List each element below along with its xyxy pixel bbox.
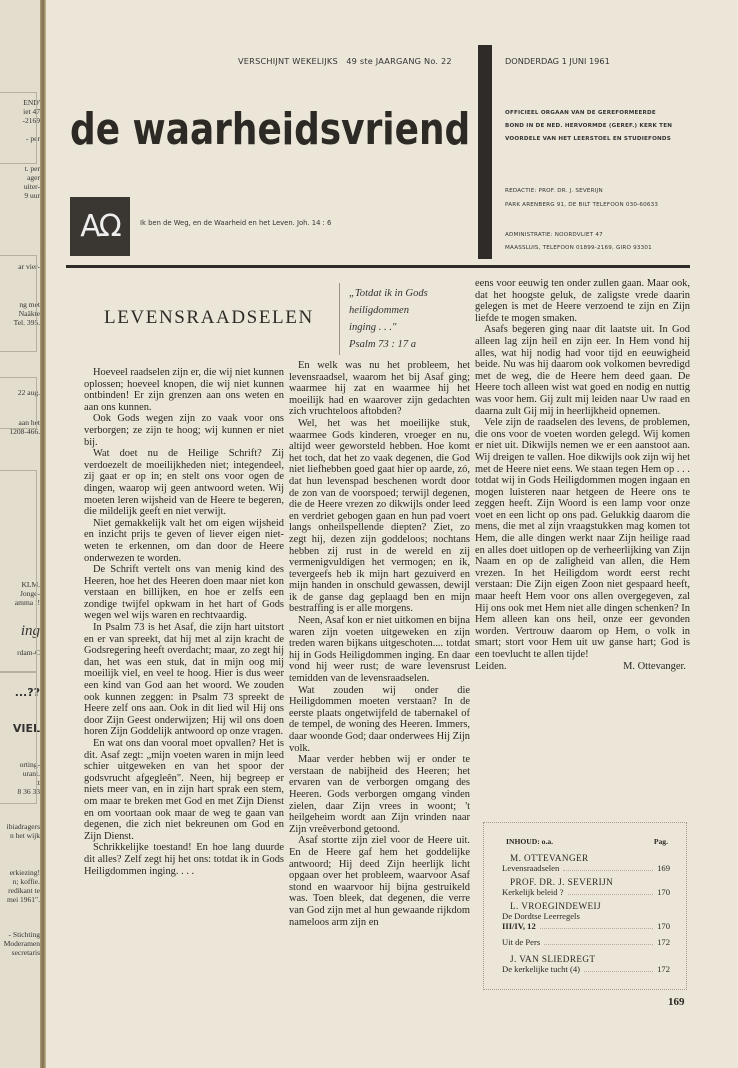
toc-page-heading: Pag.	[653, 837, 668, 846]
editor-line: PARK ARENBERG 91, DE BILT TELEFOON 030-60633	[505, 202, 659, 208]
signature-author: M. Ottevanger.	[623, 660, 686, 672]
epigraph-quote	[349, 285, 428, 353]
margin-fragment-line: ng met	[19, 300, 40, 309]
issue-line: VERSCHIJNT WEKELIJKS 49 ste JAARGANG No. 22	[238, 56, 452, 66]
toc-heading: INHOUD: o.a.	[506, 837, 554, 846]
margin-fragment-line: secretaris	[11, 948, 40, 957]
margin-fragment-line: ...??	[14, 686, 40, 699]
margin-fragment-line: - Stichting	[8, 930, 40, 939]
toc-title: Levensraadselen	[502, 863, 560, 873]
margin-fragment-line: 1208-466.	[9, 427, 40, 436]
toc-entry	[502, 901, 670, 931]
toc-title: De kerkelijke tucht (4)	[502, 964, 581, 974]
toc-page: 172	[657, 937, 670, 947]
quote-line: inging . . ."	[349, 322, 397, 333]
page-number: 169	[668, 996, 685, 1008]
motto: Ik ben de Weg, en de Waarheid en het Leven. Joh. 14 : 6	[140, 219, 332, 227]
admin-line: ADMINISTRATIE: NOORDVLIET 47	[505, 232, 603, 238]
toc-title: De Dordtse Leerregels	[502, 911, 580, 921]
article-paragraph: Wat doet nu de Heilige Schrift? Zij verdoezelt de moeilijkheden niet; integendeel, zij gaat er op in; en stelt ons voor ogen de dingen, waarop wij geen antwoord weten. Wij moeten leren wijsheid van de Heere te begeren, die mildelijk geeft en niet verwijt.	[84, 448, 284, 518]
toc-page: 170	[657, 887, 670, 897]
toc-page: 169	[657, 863, 670, 873]
margin-fragment-line: 8 36 33	[17, 787, 40, 796]
toc-author: J. VAN SLIEDREGT	[510, 954, 596, 964]
margin-fragment-line: n; koffie.	[12, 877, 40, 886]
article-paragraph: Vele zijn de raadselen des levens, de problemen, die ons voor de voeten worden gelegd. Wij komen er niet uit. Dikwijls nemen we er een aanstoot aan. Wij dreigen te vallen. Hoe dikwijls ook zijn wij het met de Heere niet eens. We staan tegen Hem op . . . totdat wij in Gods Heiligdommen mogen ingaan en mogen luisteren naar hetgeen de Heere ons te zeggen heeft. Zijn Woord is een lamp voor onze voet en een licht op ons pad. Gelukkig daarom die mens, die met al zijn vraagstukken mag komen tot Hem, die alle dingen werkt naar Zijn heilige raad en alles doet uitlopen op de verheerlijking van Zijn Naam en op de zaligheid van allen, die Hem vrezen. In het Heiligdom wordt eerst recht verstaan: Die Zijn eigen Zoon niet gespaard heeft, maar heeft Hem voor ons allen overgegeven, zal Hij ons ook met Hem niet alle dingen schenken? In Hem alleen kan ons heil, onze eer gevonden worden. Vertrouw daarom op Hem, o volk in smart; stort voor Hem uit uw ganse hart; God is een toevlucht te allen tijde!	[475, 417, 690, 660]
article-paragraph: Wel, het was het moeilijke stuk, waarmee Gods kinderen, vroeger en nu, altijd weer geworsteld hebben. Hoe komt het toch, dat het zo vaak degenen, die God niet liefhebben goed gaat hier op aarde, zó, dat hun levenspad beschenen wordt door de zon van de voorspoed; terwijl degenen, die de Heere vrezen zo dikwijls onder leed en verdriet gebogen gaan en hun pad voert langs onheilspellende diepten? Ziet, zo zegt hij, dezen zijn goddeloos; nochtans hebben zij rust in de wereld en zij vermenigvuldigen het vermogen; en ik, tevergeefs heb ik mijn hart gezuiverd en mijn handen in onschuld gewassen, dewijl ik de ganse dag geplaagd ben en mijn bestraffing is er alle morgens.	[289, 417, 470, 615]
toc-entry	[502, 877, 670, 897]
margin-fragment-line: rdam-C	[17, 648, 40, 657]
quote-divider	[339, 283, 340, 355]
toc-title: III/IV, 12	[502, 921, 536, 931]
toc-title: Uit de Pers	[502, 937, 541, 947]
toc-page: 170	[657, 921, 670, 931]
margin-fragment-line: KLM.	[21, 580, 40, 589]
margin-fragment-line: Jonge-	[20, 589, 40, 598]
margin-fragment-line: t. per	[24, 164, 40, 173]
article-paragraph: Wat zouden wij onder die Heiligdommen moeten verstaan? In de eerste plaats ongetwijfeld de tabernakel of de tempel, de woning des Heeren. Immers, daar woonde God; daar onderwees Hij Zijn volk.	[289, 684, 470, 754]
margin-fragment-line: redikant te	[8, 886, 40, 895]
toc-author: L. VROEGINDEWEIJ	[510, 901, 601, 911]
margin-fragment-line: - per	[26, 134, 40, 143]
margin-fragment-line: amma !!	[14, 598, 40, 607]
margin-fragment-line: mei 1961".	[6, 895, 40, 904]
article-paragraph: Asaf stortte zijn ziel voor de Heere uit. En de Heere gaf hem het goddelijke antwoord; Hij deed Zijn heerlijk licht opgaan over het probleem, waarvoor Asaf stond en waarvoor hij bijna gestruikeld was. Toen bleek, dat degenen, die verre van God zijn met al hun gewaande rijkdom nameloos arm zijn en	[289, 835, 470, 928]
masthead-title: de waarheidsvriend	[70, 104, 471, 155]
article-paragraph: Ook Gods wegen zijn zo vaak voor ons verborgen; ze zijn te hoog; wij kunnen er niet bij.	[84, 413, 284, 448]
margin-fragment-line: VIEL	[12, 722, 40, 735]
article-paragraph: En welk was nu het probleem, het levensraadsel, waarom het bij Asaf ging; waarmee hij zat en waarmee hij het moeilijk had en waarover zijn gedachten zich vruchteloos aftobden?	[289, 360, 470, 418]
margin-fragment-line: Moderamen	[3, 939, 40, 948]
quote-line: „Totdat ik in Gods	[349, 288, 428, 299]
quote-line: Psalm 73 : 17 a	[349, 339, 417, 350]
organ-line: BOND IN DE NED. HERVORMDE (GEREF.) KERK TEN	[505, 123, 673, 129]
margin-fragment-line: ager	[27, 173, 40, 182]
article-paragraph: En wat ons dan vooral moet opvallen? Het is dit. Asaf zegt: „mijn voeten waren in mijn leed schier uitgeweken en van het spoor der godsvrucht afgegleên". Neen, hij begreep er niets meer van, en in zijn hart sprak een stem, om maar te breken met God en met Zijn Dienst en om voortaan ook maar de weg te gaan van degenen, die zich niet bekreunen om God en Zijn Dienst.	[84, 738, 284, 842]
article-paragraph: Asafs begeren ging naar dit laatste uit. In God alleen lag zijn heil en zijn eer. In Hem vond hij alles, wat hij nodig had voor tijd en eeuwigheid beide. Nu was hij daarom ook volkomen bevredigd met de weg, die de Heere hem deed gaan. De Heere toch alleen wist wat goed en nodig en nuttig was voor hem. Gij zult mij leiden naar Uw raad en daarna zult Gij mij in heerlijkheid opnemen.	[475, 324, 690, 417]
organ-line: OFFICIEEL ORGAAN VAN DE GEREFORMEERDE	[505, 110, 656, 116]
margin-fragment-line: iet 47	[23, 107, 40, 116]
admin-line: MAASSLUIS, TELEFOON 01899-2169, GIRO 93301	[505, 245, 652, 251]
margin-fragment-line: aan het	[18, 418, 40, 427]
margin-fragment-line: ar vier-	[18, 262, 40, 271]
article-paragraph: Schrikkelijke toestand! En hoe lang duurde dit alles? Zelf zegt hij het ons: totdat ik in Gods Heiligdommen inging. . . .	[84, 842, 284, 877]
toc-header	[506, 837, 668, 847]
article-paragraph: eens voor eeuwig ten onder zullen gaan. Maar ook, dat het hoogste geluk, de zaligste vrede daarin gelegen is met de Heere verzoend te zijn en Zijn liefde te mogen smaken.	[475, 278, 690, 324]
margin-fragment-line: tt	[35, 778, 40, 787]
table-of-contents	[483, 822, 687, 990]
toc-entry	[502, 853, 670, 873]
margin-fragment-line: ing	[20, 623, 40, 639]
article-column-3	[475, 278, 690, 818]
article-column-2	[289, 360, 470, 992]
margin-fragment-line: Tel. 395.	[13, 318, 40, 327]
article-paragraph: De Schrift vertelt ons van menig kind des Heeren, hoe het des Heeren doen maar niet kon verstaan en billijken, en hoe er zelfs een zondige twijfel opkwam in het hart of Gods wegen wel wijs waren en rechtvaardig.	[84, 564, 284, 622]
margin-fragment-line: Naäkte	[18, 309, 40, 318]
margin-fragment-line: n het wijk	[10, 831, 40, 840]
masthead-divider	[478, 45, 492, 259]
toc-page: 172	[657, 964, 670, 974]
signature-place: Leiden.	[475, 660, 507, 672]
toc-title: Kerkelijk beleid ?	[502, 887, 564, 897]
margin-fragment-line: 22 aug.	[17, 388, 40, 397]
organ-line: VOORDELE VAN HET LEERSTOEL EN STUDIEFONDS	[505, 136, 671, 142]
margin-fragment-line: uiter-	[23, 182, 40, 191]
toc-author: PROF. DR. J. SEVERIJN	[510, 877, 614, 887]
margin-fragment-line: ibiadragers	[6, 822, 40, 831]
article-paragraph: In Psalm 73 is het Asaf, die zijn hart uitstort en er van spreekt, dat hij met al zijn kracht de Godsregering heeft overdacht; maar, zo zegt hij dan, het was een stuk, dat in mijn oog mij moeilijk viel, en veel te hoog. Hier is dus weer een kind van God aan het woord. We zouden ook kunnen zeggen: in Psalm 73 spreekt de Heere zelf ons aan. Ook in dit lied wil Hij ons door Zijn Geest onderwijzen; Hij wil ons doen horen Zijn Goddelijk antwoord op onze vragen.	[84, 622, 284, 738]
article-paragraph: Hoeveel raadselen zijn er, die wij niet kunnen oplossen; hoeveel knopen, die wij niet kunnen ontbinden! Er zijn grenzen aan ons weten en aan ons kunnen.	[84, 367, 284, 413]
article-paragraph: Maar verder hebben wij er onder te verstaan de nabijheid des Heeren; het ervaren van de verborgen omgang des Heeren. Gods verborgen omgang vinden zielen, daar Zijn vrees in woont; 't heilgeheim wordt aan Zijn vrinden naar Zijn vreêverbond getoond.	[289, 754, 470, 835]
issue-date: DONDERDAG 1 JUNI 1961	[505, 56, 610, 66]
masthead-rule	[66, 265, 690, 268]
article-signature	[475, 661, 690, 673]
margin-fragment-line: erkiezing!	[9, 868, 40, 877]
margin-fragment-line: 9 uur	[24, 191, 40, 200]
article-paragraph: Niet gemakkelijk valt het om eigen wijsheid en inzicht prijs te geven of liever eigen niet-weten te erkennen, om dan door de Heere onderwezen te worden.	[84, 517, 284, 564]
margin-fragment-line: urant.	[22, 769, 40, 778]
toc-author: M. OTTEVANGER	[510, 853, 589, 863]
toc-entry	[502, 954, 670, 974]
article-paragraph: Neen, Asaf kon er niet uitkomen en bijna waren zijn voeten uitgeweken en zijn treden waren bijkans uitgeschoten.... totdat hij in Gods Heiligdommen inging. En daar vond hij weer rust; de ware levensrust temidden van de levensraadselen.	[289, 615, 470, 685]
margin-fragment-line: orting-	[19, 760, 40, 769]
article-title: LEVENSRAADSELEN	[104, 307, 314, 328]
margin-fragment-line: END'	[23, 98, 40, 107]
alpha-omega-logo: AΩ	[70, 197, 130, 256]
editor-line: REDACTIE: PROF. DR. J. SEVERIJN	[505, 188, 603, 194]
margin-fragment-line: -2169	[22, 116, 40, 125]
toc-entry	[502, 937, 670, 947]
quote-line: heiligdommen	[349, 305, 410, 316]
article-column-1	[84, 367, 284, 993]
